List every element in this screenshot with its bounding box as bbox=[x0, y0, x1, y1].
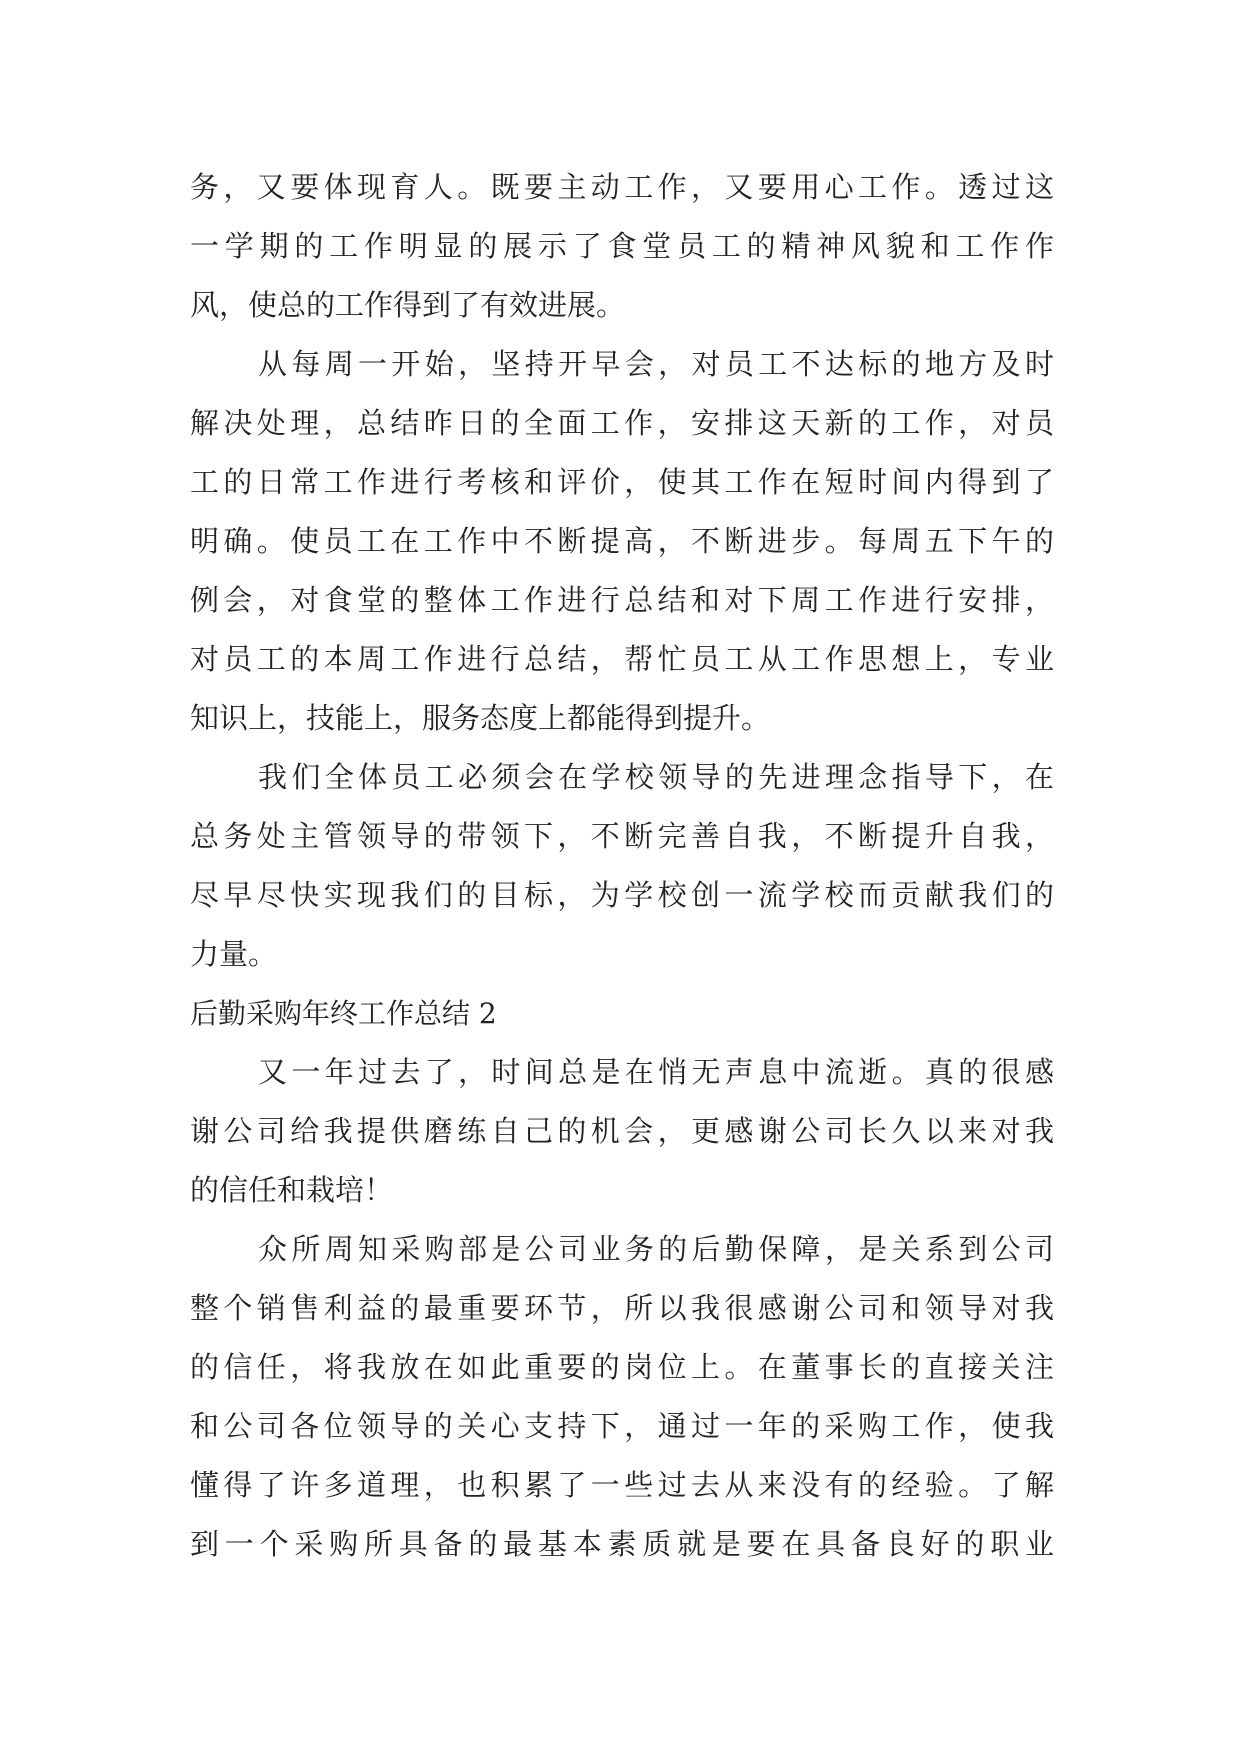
paragraph-first-line: 众所周知采购部是公司业务的后勤保障，是关系到公司 bbox=[258, 1232, 1054, 1266]
paragraph-line: 明确。使员工在工作中不断提高，不断进步。每周五下午的 bbox=[190, 524, 1054, 558]
paragraph-first-line: 从每周一开始，坚持开早会，对员工不达标的地方及时 bbox=[258, 347, 1054, 381]
paragraph-line: 力量。 bbox=[190, 937, 278, 971]
paragraph-line: 到一个采购所具备的最基本素质就是要在具备良好的职业 bbox=[190, 1527, 1054, 1561]
section-heading: 后勤采购年终工作总结 2 bbox=[190, 997, 497, 1030]
paragraph-line: 工的日常工作进行考核和评价，使其工作在短时间内得到了 bbox=[190, 465, 1054, 499]
paragraph-line: 解决处理，总结昨日的全面工作，安排这天新的工作，对员 bbox=[190, 406, 1054, 440]
paragraph-line: 例会，对食堂的整体工作进行总结和对下周工作进行安排， bbox=[190, 583, 1054, 617]
paragraph-first-line: 又一年过去了，时间总是在悄无声息中流逝。真的很感 bbox=[258, 1055, 1054, 1089]
paragraph-line: 知识上，技能上，服务态度上都能得到提升。 bbox=[190, 701, 771, 735]
paragraph-line: 的信任，将我放在如此重要的岗位上。在董事长的直接关注 bbox=[190, 1350, 1054, 1384]
paragraph-line: 和公司各位领导的关心支持下，通过一年的采购工作，使我 bbox=[190, 1409, 1054, 1443]
paragraph-line: 务，又要体现育人。既要主动工作，又要用心工作。透过这 bbox=[190, 170, 1054, 204]
paragraph-line: 对员工的本周工作进行总结，帮忙员工从工作思想上，专业 bbox=[190, 642, 1054, 676]
paragraph-line: 尽早尽快实现我们的目标，为学校创一流学校而贡献我们的 bbox=[190, 878, 1054, 912]
paragraph-line: 的信任和栽培！ bbox=[190, 1173, 394, 1207]
paragraph-line: 总务处主管领导的带领下，不断完善自我，不断提升自我， bbox=[190, 819, 1054, 853]
paragraph-line: 整个销售利益的最重要环节，所以我很感谢公司和领导对我 bbox=[190, 1291, 1054, 1325]
paragraph-first-line: 我们全体员工必须会在学校领导的先进理念指导下，在 bbox=[258, 760, 1054, 794]
paragraph-line: 风，使总的工作得到了有效进展。 bbox=[190, 288, 626, 322]
paragraph-line: 一学期的工作明显的展示了食堂员工的精神风貌和工作作 bbox=[190, 229, 1054, 263]
document-body bbox=[190, 158, 1054, 1574]
paragraph-line: 懂得了许多道理，也积累了一些过去从来没有的经验。了解 bbox=[190, 1468, 1054, 1502]
paragraph-line: 谢公司给我提供磨练自己的机会，更感谢公司长久以来对我 bbox=[190, 1114, 1054, 1148]
